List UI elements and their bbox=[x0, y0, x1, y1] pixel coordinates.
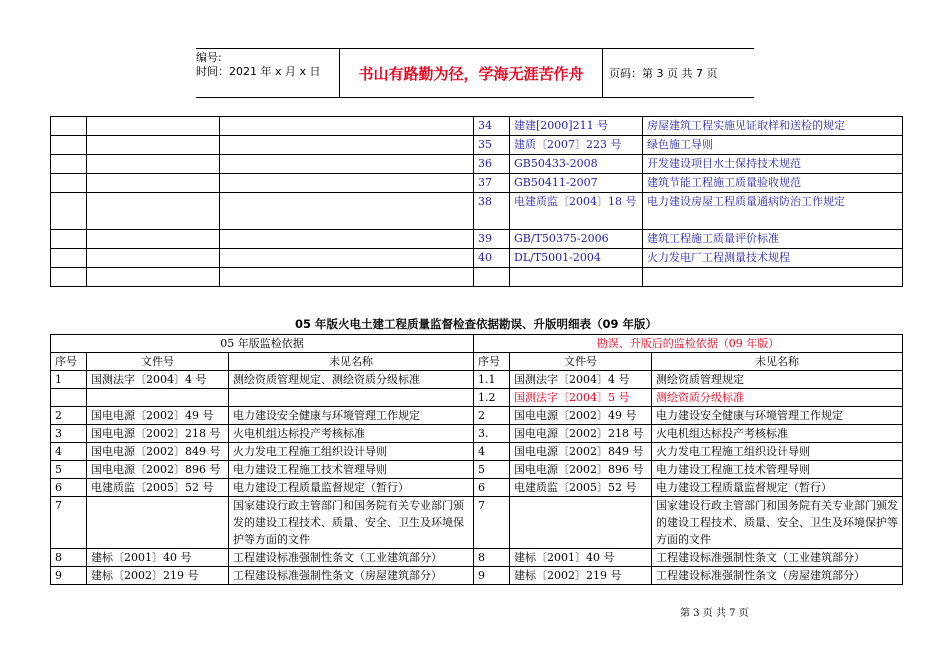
table-row bbox=[51, 249, 903, 268]
empty-cell bbox=[51, 174, 87, 193]
row-number: 38 bbox=[474, 193, 510, 230]
table-row bbox=[51, 389, 903, 407]
empty-cell bbox=[87, 249, 220, 268]
document-number: GB50411-2007 bbox=[510, 174, 643, 193]
table-row bbox=[51, 230, 903, 249]
table-row bbox=[51, 549, 903, 567]
empty-cell bbox=[87, 136, 220, 155]
table-row bbox=[51, 155, 903, 174]
left-document-number: 国测法字〔2004〕4 号 bbox=[87, 371, 229, 389]
empty-cell bbox=[51, 193, 87, 230]
left-row-number: 5 bbox=[51, 461, 87, 479]
left-row-number bbox=[51, 389, 87, 407]
right-document-number: 国测法字〔2004〕5 号 bbox=[510, 389, 652, 407]
page-header bbox=[196, 48, 754, 98]
col-header-no-right: 序号 bbox=[474, 353, 510, 371]
empty-cell bbox=[220, 193, 474, 230]
table-row bbox=[51, 174, 903, 193]
header-page-label: 页码：第 3 页 共 7 页 bbox=[609, 67, 718, 80]
left-document-name: 火电机组达标投产考核标准 bbox=[229, 425, 474, 443]
column-header-row bbox=[51, 353, 903, 371]
right-document-number: 国电电源〔2002〕49 号 bbox=[510, 407, 652, 425]
empty-cell bbox=[220, 174, 474, 193]
document-name: 电力建设房屋工程质量通病防治工作规定 bbox=[643, 193, 903, 230]
right-group-header: 勘误、升版后的监检依据（09 年版） bbox=[474, 335, 903, 353]
revision-table bbox=[50, 334, 903, 585]
document-number: 建建[2000]211 号 bbox=[510, 117, 643, 136]
left-row-number: 1 bbox=[51, 371, 87, 389]
right-row-number: 7 bbox=[474, 497, 510, 549]
right-document-number: 电建质监〔2005〕52 号 bbox=[510, 479, 652, 497]
col-header-doc-right: 文件号 bbox=[510, 353, 652, 371]
section-title: 05 年版火电土建工程质量监督检查依据勘误、升版明细表（09 年版） bbox=[294, 317, 657, 331]
empty-cell bbox=[51, 136, 87, 155]
right-document-name: 国家建设行政主管部门和国务院有关专业部门颁发的建设工程技术、质量、安全、卫生及环境保护等方面的文件 bbox=[652, 497, 903, 549]
empty-cell bbox=[510, 268, 643, 287]
number-label: 编号: bbox=[196, 51, 222, 64]
right-row-number: 2 bbox=[474, 407, 510, 425]
left-document-number: 建标〔2001〕40 号 bbox=[87, 549, 229, 567]
empty-cell bbox=[220, 117, 474, 136]
right-document-name: 测绘资质管理规定 bbox=[652, 371, 903, 389]
right-row-number: 1.2 bbox=[474, 389, 510, 407]
empty-cell bbox=[87, 117, 220, 136]
col-header-name-right: 未见名称 bbox=[652, 353, 903, 371]
right-document-number: 建标〔2001〕40 号 bbox=[510, 549, 652, 567]
col-header-name: 未见名称 bbox=[229, 353, 474, 371]
table-row bbox=[51, 567, 903, 585]
right-document-name: 火电机组达标投产考核标准 bbox=[652, 425, 903, 443]
right-document-number: 国电电源〔2002〕896 号 bbox=[510, 461, 652, 479]
right-document-name: 工程建设标准强制性条文（工业建筑部分） bbox=[652, 549, 903, 567]
empty-cell bbox=[51, 117, 87, 136]
right-row-number: 5 bbox=[474, 461, 510, 479]
left-document-name: 火力发电工程施工组织设计导则 bbox=[229, 443, 474, 461]
left-group-header: 05 年版监检依据 bbox=[51, 335, 474, 353]
right-row-number: 1.1 bbox=[474, 371, 510, 389]
right-row-number: 9 bbox=[474, 567, 510, 585]
left-document-name bbox=[229, 389, 474, 407]
empty-cell bbox=[87, 193, 220, 230]
right-document-number: 国测法字〔2004〕4 号 bbox=[510, 371, 652, 389]
empty-cell bbox=[474, 268, 510, 287]
right-document-name: 电力建设安全健康与环境管理工作规定 bbox=[652, 407, 903, 425]
right-document-number bbox=[510, 497, 652, 549]
right-row-number: 6 bbox=[474, 479, 510, 497]
empty-cell bbox=[87, 174, 220, 193]
left-row-number: 4 bbox=[51, 443, 87, 461]
left-row-number: 8 bbox=[51, 549, 87, 567]
left-document-name: 测绘资质管理规定、测绘资质分级标准 bbox=[229, 371, 474, 389]
right-document-name: 测绘资质分级标准 bbox=[652, 389, 903, 407]
empty-cell bbox=[220, 249, 474, 268]
table-row bbox=[51, 371, 903, 389]
left-document-number bbox=[87, 497, 229, 549]
table-row bbox=[51, 193, 903, 230]
table-row bbox=[51, 136, 903, 155]
left-row-number: 2 bbox=[51, 407, 87, 425]
empty-cell bbox=[220, 155, 474, 174]
right-document-name: 电力建设工程施工技术管理导则 bbox=[652, 461, 903, 479]
empty-cell bbox=[51, 268, 87, 287]
row-number: 34 bbox=[474, 117, 510, 136]
table-row bbox=[51, 479, 903, 497]
right-row-number: 8 bbox=[474, 549, 510, 567]
document-name: 火力发电厂工程测量技术规程 bbox=[643, 249, 903, 268]
empty-cell bbox=[87, 230, 220, 249]
table-row bbox=[51, 443, 903, 461]
table-row bbox=[51, 425, 903, 443]
row-number: 40 bbox=[474, 249, 510, 268]
upper-table bbox=[50, 116, 903, 287]
left-row-number: 6 bbox=[51, 479, 87, 497]
empty-cell bbox=[51, 230, 87, 249]
right-document-number: 国电电源〔2002〕218 号 bbox=[510, 425, 652, 443]
document-number: DL/T5001-2004 bbox=[510, 249, 643, 268]
group-header-row bbox=[51, 335, 903, 353]
col-header-doc: 文件号 bbox=[87, 353, 229, 371]
document-number: GB50433-2008 bbox=[510, 155, 643, 174]
document-name: 建筑工程施工质量评价标准 bbox=[643, 230, 903, 249]
left-document-number: 电建质监〔2005〕52 号 bbox=[87, 479, 229, 497]
right-document-name: 电力建设工程质量监督规定（暂行） bbox=[652, 479, 903, 497]
row-number: 37 bbox=[474, 174, 510, 193]
empty-cell bbox=[87, 268, 220, 287]
document-number: GB/T50375-2006 bbox=[510, 230, 643, 249]
left-document-name: 工程建设标准强制性条文（工业建筑部分） bbox=[229, 549, 474, 567]
document-number: 电建质监〔2004〕18 号 bbox=[510, 193, 643, 230]
row-number: 35 bbox=[474, 136, 510, 155]
left-document-number: 国电电源〔2002〕896 号 bbox=[87, 461, 229, 479]
empty-cell bbox=[51, 249, 87, 268]
table-row bbox=[51, 268, 903, 287]
time-label: 时间：2021 年 x 月 x 日 bbox=[196, 65, 321, 78]
left-document-name: 工程建设标准强制性条文（房屋建筑部分） bbox=[229, 567, 474, 585]
left-document-number: 建标〔2002〕219 号 bbox=[87, 567, 229, 585]
page-footer: 第 3 页 共 7 页 bbox=[680, 608, 749, 619]
document-name: 开发建设项目水土保持技术规范 bbox=[643, 155, 903, 174]
left-row-number: 7 bbox=[51, 497, 87, 549]
header-meta bbox=[196, 49, 340, 97]
table-row bbox=[51, 461, 903, 479]
empty-cell bbox=[643, 268, 903, 287]
left-row-number: 3 bbox=[51, 425, 87, 443]
document-name: 建筑节能工程施工质量验收规范 bbox=[643, 174, 903, 193]
row-number: 39 bbox=[474, 230, 510, 249]
empty-cell bbox=[220, 268, 474, 287]
empty-cell bbox=[220, 230, 474, 249]
table-row bbox=[51, 407, 903, 425]
right-document-name: 工程建设标准强制性条文（房屋建筑部分） bbox=[652, 567, 903, 585]
row-number: 36 bbox=[474, 155, 510, 174]
right-document-number: 国电电源〔2002〕849 号 bbox=[510, 443, 652, 461]
left-document-name: 电力建设安全健康与环境管理工作规定 bbox=[229, 407, 474, 425]
table-row bbox=[51, 497, 903, 549]
header-motto: 书山有路勤为径，学海无涯苦作舟 bbox=[340, 49, 603, 97]
left-document-name: 国家建设行政主管部门和国务院有关专业部门颁发的建设工程技术、质量、安全、卫生及环境保护等方面的文件 bbox=[229, 497, 474, 549]
left-document-number: 国电电源〔2002〕49 号 bbox=[87, 407, 229, 425]
left-document-number: 国电电源〔2002〕218 号 bbox=[87, 425, 229, 443]
right-document-number: 建标〔2002〕219 号 bbox=[510, 567, 652, 585]
right-row-number: 3. bbox=[474, 425, 510, 443]
document-number: 建质〔2007〕223 号 bbox=[510, 136, 643, 155]
left-document-name: 电力建设工程质量监督规定（暂行） bbox=[229, 479, 474, 497]
col-header-no: 序号 bbox=[51, 353, 87, 371]
empty-cell bbox=[87, 155, 220, 174]
document-name: 绿色施工导则 bbox=[643, 136, 903, 155]
right-document-name: 火力发电工程施工组织设计导则 bbox=[652, 443, 903, 461]
table-row bbox=[51, 117, 903, 136]
left-document-number: 国电电源〔2002〕849 号 bbox=[87, 443, 229, 461]
empty-cell bbox=[51, 155, 87, 174]
document-name: 房屋建筑工程实施见证取样和送检的规定 bbox=[643, 117, 903, 136]
left-document-name: 电力建设工程施工技术管理导则 bbox=[229, 461, 474, 479]
left-document-number bbox=[87, 389, 229, 407]
right-row-number: 4 bbox=[474, 443, 510, 461]
left-row-number: 9 bbox=[51, 567, 87, 585]
empty-cell bbox=[220, 136, 474, 155]
